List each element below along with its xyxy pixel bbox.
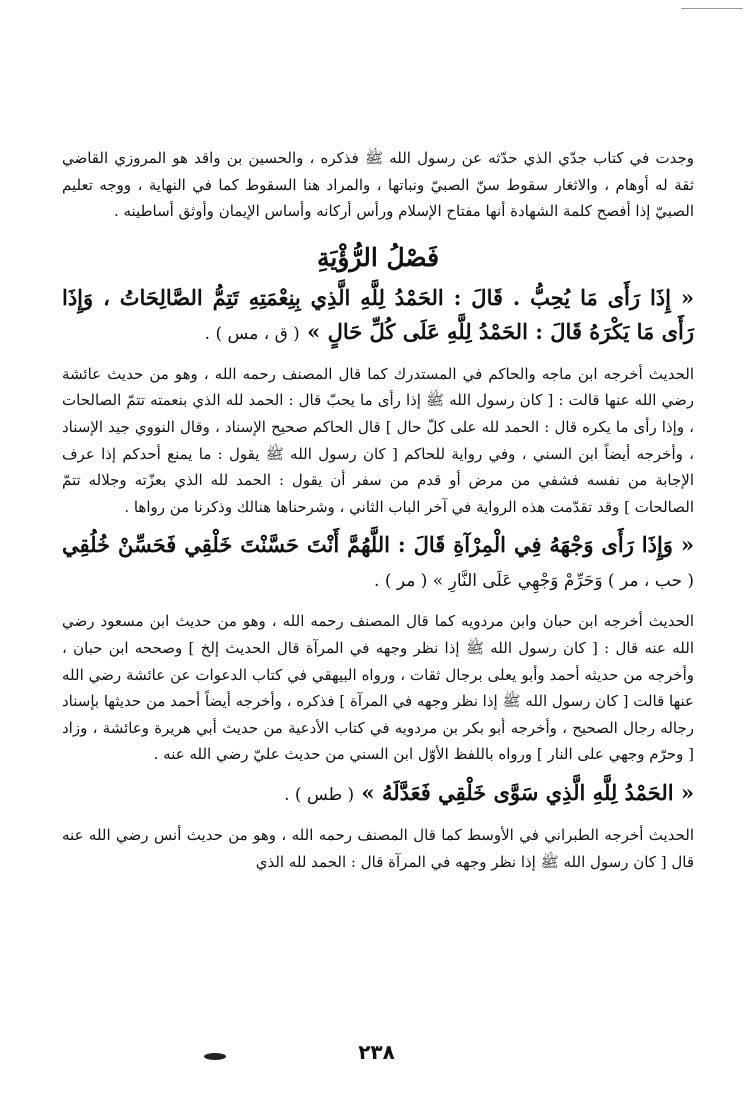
hadith-commentary: الحديث أخرجه ابن حبان وابن مردويه كما قال المصنف رحمه الله ، وهو من حديث ابن مسعود رضي الله عنه قال : [ كان رسول الله ﷺ إذا نظر وجهه في المرآة قال الحديث إلخ ] وصححه ابن حبان ، وأخرجه من حديثه أحمد وأبو يعلى برجال ثقات ، ورواه البيهقي في كتاب الدعوات عن عائشة رضي الله عنها قالت [ كان رسول الله ﷺ إذا نظر وجهه في المرآة ] فذكره ، وأخرجه أيضاً أحمد من حديثها بإسناد رجاله رجال الصحيح ، وأخرجه أبو بكر بن مردويه في كتاب الأدعية من حديث أبي هريرة وعائشة ، وزاد [ وحرّم وجهي على النار ] ورواه باللفظ الأوّل ابن السني من حديث عليّ رضي الله عنه . bbox=[62, 612, 694, 764]
page-number: ٢٣٨ bbox=[358, 1040, 395, 1064]
hadith-text bbox=[62, 776, 694, 812]
section-heading: فَصْلُ الرُّؤْيَةِ bbox=[316, 242, 440, 272]
hadith-text bbox=[62, 528, 694, 598]
document-page bbox=[62, 145, 694, 883]
hadith-source: ( طس ) . bbox=[284, 784, 355, 805]
hadith-commentary: الحديث أخرجه ابن ماجه والحاكم في المستدرك كما قال المصنف رحمه الله ، وهو من حديث عائشة رضي الله عنها قالت : [ كان رسول الله ﷺ إذا رأى ما يحبّ قال : الحمد لله الذي بنعمته تتمّ الصالحات ، وإذا رأى ما يكره قال : الحمد لله على كلّ حال ] قال الحاكم صحيح الإسناد ، وقال النووي جيد الإسناد ، وأخرجه أيضاً ابن السني ، وفي رواية للحاكم [ كان رسول الله ﷺ يقول : ما يمنع أحدكم إذا عرف الإجابة من نفسه فشفي من مرض أو قدم من سفر أن يقول : الحمد لله الذي بعزّته وجلاله تتمّ الصالحات ] وقد تقدّمت هذه الرواية في آخر الباب الثاني ، وشرحناها هنالك وذكرنا من رواها . bbox=[62, 364, 695, 516]
hadith-quote: « الحَمْدُ لِلَّهِ الَّذِي سَوَّى خَلْقِي فَعَدَّلَهُ » bbox=[361, 779, 694, 805]
hadith-source: ( ق ، مس ) . bbox=[204, 323, 300, 344]
hadith-quote: « وَإِذَا رَأَى وَجْهَهُ فِي الْمِرْآةِ قَالَ : اللَّهُمَّ أَنْتَ حَسَّنْتَ خَلْقِي فَحَسِّنْ خُلُقِي bbox=[62, 532, 694, 558]
hadith-source: ( حب ، مر ) وَحَرِّمْ وَجْهِي عَلَى النَّارِ » ( مر ) . bbox=[374, 571, 694, 592]
page-corner-mark bbox=[681, 8, 743, 10]
hadith-quote: « إِذَا رَأَى مَا يُحِبُّ . قَالَ : الحَمْدُ لِلَّهِ الَّذِي بِنِعْمَتِهِ تَتِمُّ الصَّالِحَاتُ ، وَإِذَا رَأَى مَا يَكْرَهُ قَالَ : الحَمْدُ لِلَّهِ عَلَى كُلِّ حَالٍ » bbox=[62, 284, 694, 344]
hadith-text bbox=[62, 281, 694, 351]
intro-paragraph: وجدت في كتاب جدّي الذي حدّثه عن رسول الله ﷺ فذكره ، والحسين بن واقد هو المروزي القاضي ثقة له أوهام ، والاثغار سقوط سنّ الصبيّ ونباتها ، والمراد هنا السقوط كما في النهاية ، ووجه تعليم الصبيّ إذا أفصح كلمة الشهادة أنها مفتاح الإسلام ورأس أركانه وأساس الإيمان وأوثق أساطينه . bbox=[62, 149, 694, 221]
hadith-commentary: الحديث أخرجه الطبراني في الأوسط كما قال المصنف رحمه الله ، وهو من حديث أنس رضي الله عنه قال [ كان رسول الله ﷺ إذا نظر وجهه في المرآة قال : الحمد لله الذي bbox=[62, 825, 694, 871]
